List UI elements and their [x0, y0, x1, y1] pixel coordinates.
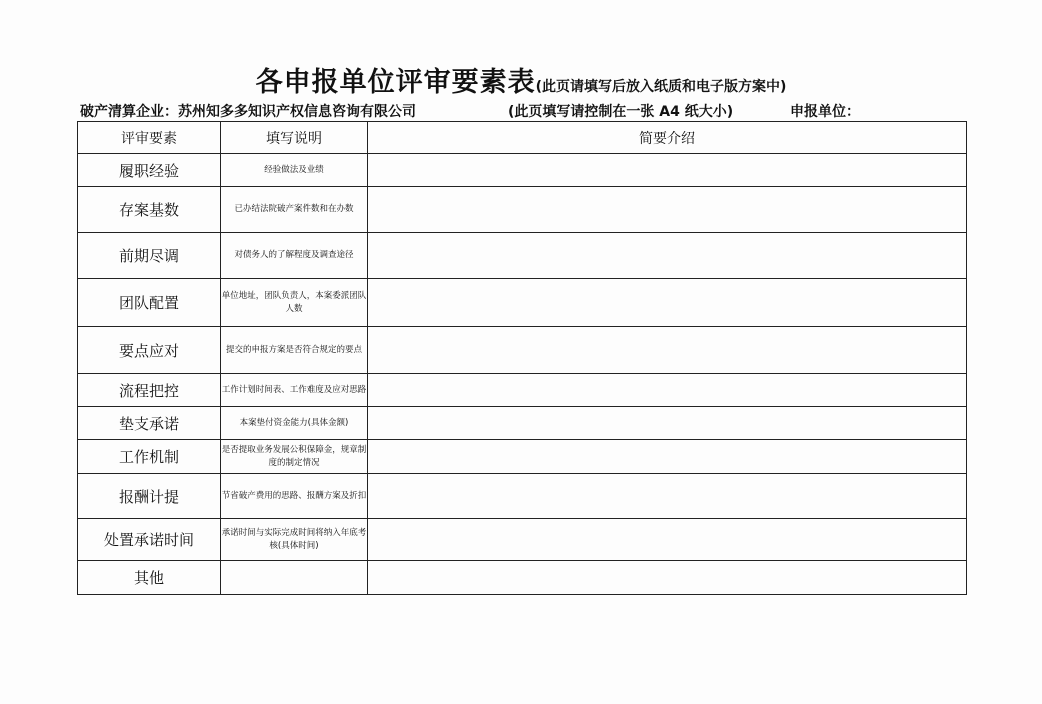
table-row: [78, 561, 967, 595]
row-description: 提交的申报方案是否符合规定的要点: [221, 327, 368, 374]
table-row: [78, 233, 967, 279]
row-element: 处置承诺时间: [78, 519, 221, 561]
table-row: [78, 279, 967, 327]
row-introduction-cell[interactable]: [368, 327, 967, 374]
row-description: 节省破产费用的思路、报酬方案及折扣: [221, 474, 368, 519]
table-row: [78, 407, 967, 440]
company-label: 破产清算企业：苏州知多多知识产权信息咨询有限公司: [80, 104, 416, 120]
table-row: [78, 440, 967, 474]
table-row: [78, 474, 967, 519]
review-table: [77, 121, 967, 595]
row-element: 存案基数: [78, 187, 221, 233]
table-row: [78, 519, 967, 561]
page-title: [0, 60, 1042, 99]
row-description[interactable]: [221, 561, 368, 595]
row-description: 是否提取业务发展公积保障金，规章制度的制定情况: [221, 440, 368, 474]
row-element: 垫支承诺: [78, 407, 221, 440]
row-description: 对债务人的了解程度及调查途径: [221, 233, 368, 279]
row-introduction-cell[interactable]: [368, 374, 967, 407]
row-introduction-cell[interactable]: [368, 187, 967, 233]
row-element: 工作机制: [78, 440, 221, 474]
row-introduction-cell[interactable]: [368, 154, 967, 187]
applicant-label: 申报单位：: [790, 104, 860, 120]
row-introduction-cell[interactable]: [368, 407, 967, 440]
row-introduction-cell[interactable]: [368, 233, 967, 279]
row-introduction-cell[interactable]: [368, 440, 967, 474]
column-header-element: 评审要素: [78, 122, 221, 154]
column-header-introduction: 简要介绍: [368, 122, 967, 154]
row-introduction-cell[interactable]: [368, 519, 967, 561]
row-description: 经验做法及业绩: [221, 154, 368, 187]
row-description: 已办结法院破产案件数和在办数: [221, 187, 368, 233]
page-size-note: (此页填写请控制在一张 A4 纸大小): [508, 104, 734, 120]
row-description: 单位地址，团队负责人，本案委派团队人数: [221, 279, 368, 327]
row-element: 团队配置: [78, 279, 221, 327]
row-element: 履职经验: [78, 154, 221, 187]
row-element: 前期尽调: [78, 233, 221, 279]
form-title: 各申报单位评审要素表: [255, 67, 536, 98]
row-description: 承诺时间与实际完成时间将纳入年底考核(具体时间): [221, 519, 368, 561]
row-description: 工作计划时间表、工作难度及应对思路: [221, 374, 368, 407]
table-row: [78, 154, 967, 187]
form-title-note: (此页请填写后放入纸质和电子版方案中): [535, 79, 787, 95]
row-element: 流程把控: [78, 374, 221, 407]
table-row: [78, 187, 967, 233]
column-header-description: 填写说明: [221, 122, 368, 154]
table-row: [78, 327, 967, 374]
row-description: 本案垫付资金能力(具体金额): [221, 407, 368, 440]
table-row: [78, 374, 967, 407]
row-element: 要点应对: [78, 327, 221, 374]
row-introduction-cell[interactable]: [368, 474, 967, 519]
row-element: 报酬计提: [78, 474, 221, 519]
row-introduction-cell[interactable]: [368, 561, 967, 595]
row-element: 其他: [78, 561, 221, 595]
table-header-row: [78, 122, 967, 154]
row-introduction-cell[interactable]: [368, 279, 967, 327]
